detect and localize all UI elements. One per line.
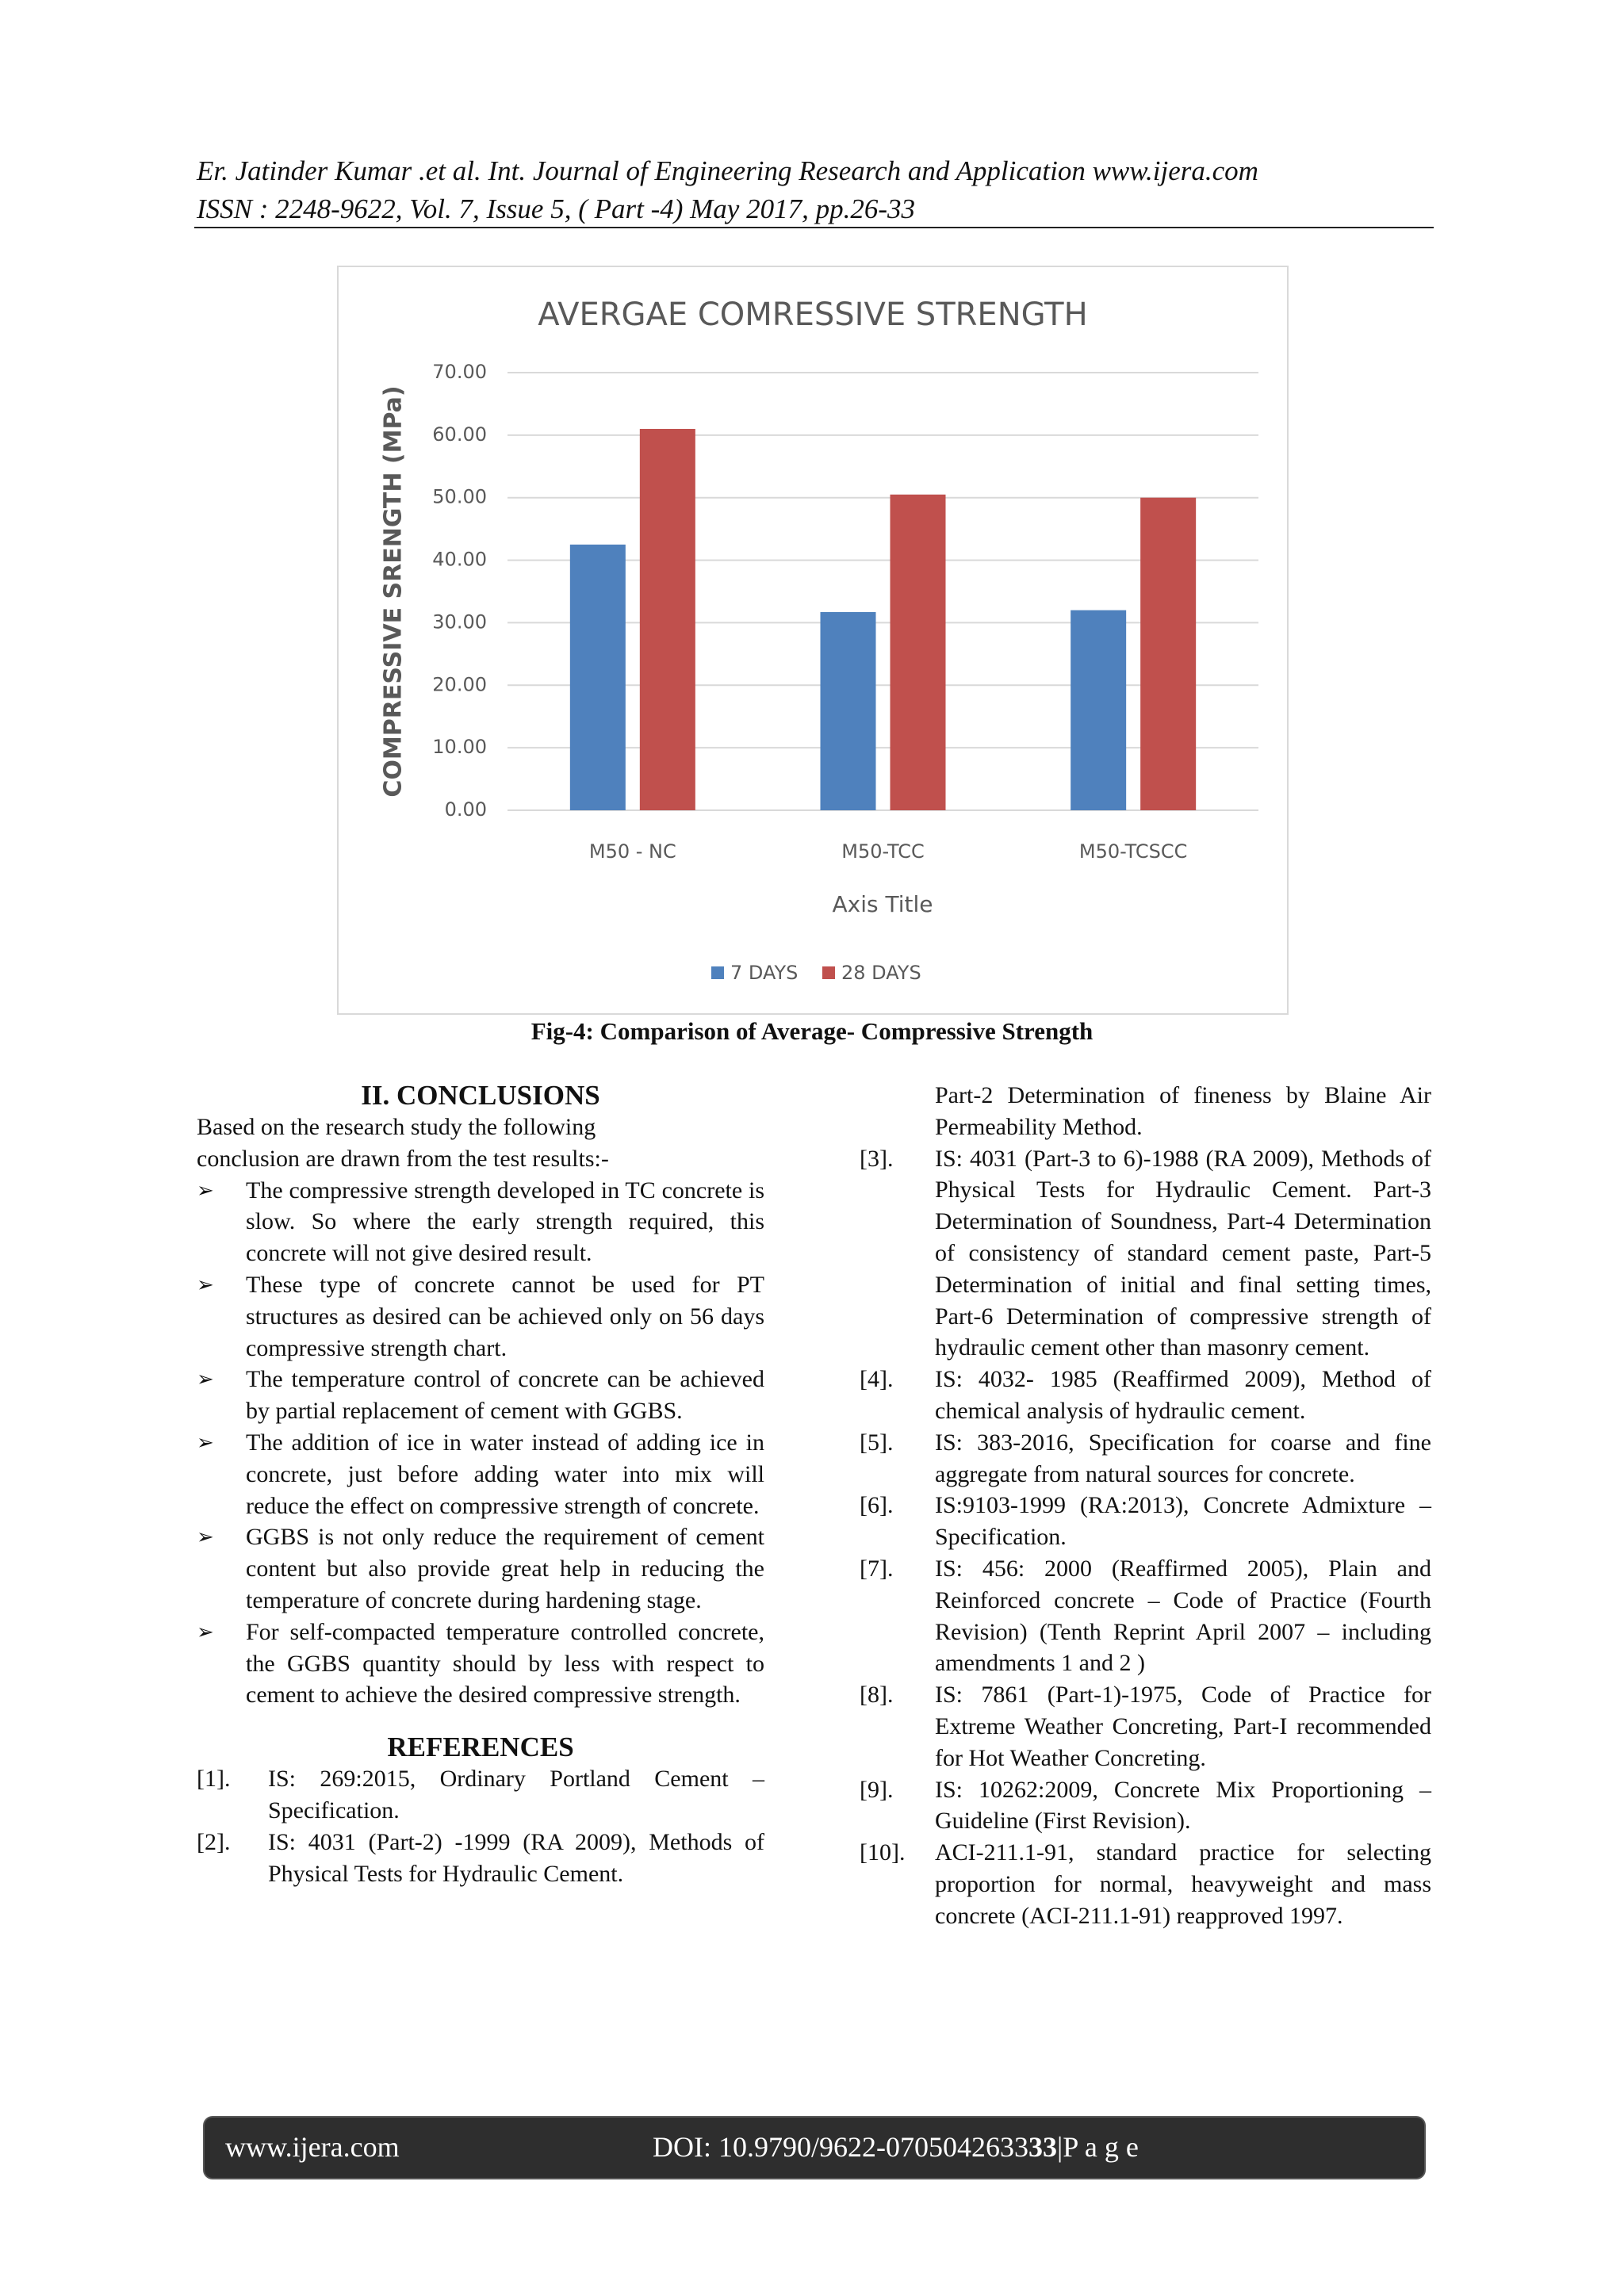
arrow-bullet-icon: ➢ xyxy=(197,1178,214,1202)
arrow-bullet-icon: ➢ xyxy=(197,1272,214,1296)
reference-item xyxy=(860,1679,1431,1774)
intro-line-1: Based on the research study the following xyxy=(197,1114,596,1140)
y-tick-label: 30.00 xyxy=(432,610,487,633)
reference-continuation: Part-2 Determination of fineness by Blaine Air Permeability Method. xyxy=(935,1082,1431,1140)
list-item xyxy=(197,1364,764,1427)
reference-text: IS: 10262:2009, Concrete Mix Proportioning – Guideline (First Revision). xyxy=(935,1776,1431,1835)
x-axis-title: Axis Title xyxy=(832,891,933,917)
doi-text: DOI: 10.9790/9622-0705042633 xyxy=(653,2131,1028,2163)
reference-item xyxy=(860,1837,1431,1931)
conclusions-intro xyxy=(197,1112,764,1175)
list-item xyxy=(197,1269,764,1364)
reference-item xyxy=(197,1827,764,1890)
right-column xyxy=(860,1080,1431,1932)
y-tick-label: 40.00 xyxy=(432,548,487,571)
reference-number: [2]. xyxy=(197,1828,231,1855)
chart-title: AVERGAE COMRESSIVE STRENGTH xyxy=(538,297,1088,333)
reference-text: IS: 456: 2000 (Reaffirmed 2005), Plain and Reinforced concrete – Code of Practice (Fourth Revision) (Tenth Reprint April 2007 – including amendments 1 and 2 ) xyxy=(935,1555,1431,1677)
reference-number: [3]. xyxy=(860,1145,894,1172)
y-tick-label: 10.00 xyxy=(432,736,487,759)
reference-number: [6]. xyxy=(860,1492,894,1519)
reference-text: IS: 7861 (Part-1)-1975, Code of Practice for Extreme Weather Concreting, Part-I recommended for Hot Weather Concreting. xyxy=(935,1682,1431,1771)
bullet-text: The compressive strength developed in TC concrete is slow. So where the early strength required, this concrete will not give desired result. xyxy=(246,1177,764,1267)
reference-number: [1]. xyxy=(197,1766,231,1793)
reference-text: ACI-211.1-91, standard practice for selecting proportion for normal, heavyweight and mass concrete (ACI-211.1-91) reapproved 1997. xyxy=(935,1839,1431,1929)
legend-swatch xyxy=(711,966,724,979)
list-item xyxy=(197,1175,764,1269)
bar-28-days xyxy=(891,495,946,810)
y-tick-label: 60.00 xyxy=(432,423,487,446)
reference-item xyxy=(197,1763,764,1827)
reference-number: [9]. xyxy=(860,1776,894,1803)
footer-doi xyxy=(653,2130,1139,2164)
footer-site-link[interactable]: www.ijera.com xyxy=(225,2131,400,2163)
arrow-bullet-icon: ➢ xyxy=(197,1430,214,1454)
header-line-1: Er. Jatinder Kumar .et al. Int. Journal of Engineering Research and Application www.ijera.com xyxy=(197,155,1258,186)
bar-7-days xyxy=(570,545,626,810)
bar-28-days xyxy=(1140,498,1196,810)
reference-number: [10]. xyxy=(860,1839,906,1866)
reference-item xyxy=(860,1143,1431,1364)
y-tick-label: 20.00 xyxy=(432,673,487,696)
reference-item xyxy=(860,1553,1431,1679)
header-line-2: ISSN : 2248-9622, Vol. 7, Issue 5, ( Part -4) May 2017, pp.26-33 xyxy=(197,193,916,224)
y-tick-label: 0.00 xyxy=(444,798,487,821)
reference-item xyxy=(860,1364,1431,1427)
conclusions-heading: II. CONCLUSIONS xyxy=(361,1080,600,1111)
chart-canvas xyxy=(339,267,1287,1013)
bullet-text: For self-compacted temperature controlled concrete, the GGBS quantity should by less with respect to cement to achieve the desired compressive strength. xyxy=(246,1618,764,1709)
conclusions-list xyxy=(197,1175,764,1712)
x-tick-label: M50-TCC xyxy=(841,840,925,863)
list-item xyxy=(197,1427,764,1521)
y-axis-title: COMPRESSIVE SRENGTH (MPa) xyxy=(379,385,408,798)
reference-number: [5]. xyxy=(860,1429,894,1456)
bar-chart xyxy=(337,266,1289,1015)
reference-text: IS: 4031 (Part-3 to 6)-1988 (RA 2009), Methods of Physical Tests for Hydraulic Cement. Part-3 Determination of Soundness, Part-4 Determination of consistency of standard cement paste, Part-5 Determination of initial and final setting times, Part-6 Determination of compressive strength of hydraulic cement other than masonry cement. xyxy=(935,1145,1431,1361)
reference-number: [8]. xyxy=(860,1682,894,1709)
page-footer xyxy=(205,2118,1424,2178)
reference-text: IS: 4032- 1985 (Reaffirmed 2009), Method of chemical analysis of hydraulic cement. xyxy=(935,1366,1431,1424)
reference-item xyxy=(860,1490,1431,1553)
arrow-bullet-icon: ➢ xyxy=(197,1368,214,1391)
bullet-text: These type of concrete cannot be used for PT structures as desired can be achieved only on 56 days compressive strength chart. xyxy=(246,1271,764,1361)
x-tick-label: M50-TCSCC xyxy=(1078,840,1188,863)
reference-item xyxy=(860,1774,1431,1838)
legend-label: 7 DAYS xyxy=(730,962,799,984)
intro-line-2: conclusion are drawn from the test results:- xyxy=(197,1145,609,1172)
reference-item xyxy=(860,1427,1431,1490)
list-item xyxy=(197,1617,764,1711)
bullet-text: The temperature control of concrete can be achieved by partial replacement of cement with GGBS. xyxy=(246,1366,764,1425)
y-tick-label: 70.00 xyxy=(432,361,487,383)
figure-caption: Fig-4: Comparison of Average- Compressive Strength xyxy=(530,1017,1094,1045)
x-tick-label: M50 - NC xyxy=(588,840,676,863)
left-column xyxy=(197,1080,764,1889)
page-number: 33 xyxy=(1028,2131,1057,2163)
reference-text: IS: 383-2016, Specification for coarse and fine aggregate from natural sources for concrete. xyxy=(935,1429,1431,1487)
y-tick-label: 50.00 xyxy=(432,485,487,508)
reference-text: IS: 269:2015, Ordinary Portland Cement – Specification. xyxy=(268,1766,764,1823)
reference-text: IS: 4031 (Part-2) -1999 (RA 2009), Methods of Physical Tests for Hydraulic Cement. xyxy=(268,1828,764,1887)
legend-swatch xyxy=(822,966,835,979)
bullet-text: GGBS is not only reduce the requirement of cement content but also provide great help in reducing the temperature of concrete during hardening stage. xyxy=(246,1524,764,1613)
legend-label: 28 DAYS xyxy=(841,962,921,984)
reference-number: [7]. xyxy=(860,1555,894,1582)
bar-7-days xyxy=(1071,610,1126,810)
bullet-text: The addition of ice in water instead of adding ice in concrete, just before adding water into mix will reduce the effect on compressive strength of concrete. xyxy=(246,1429,764,1519)
page-label: |P a g e xyxy=(1056,2131,1139,2163)
list-item xyxy=(197,1521,764,1616)
journal-header xyxy=(197,152,1434,228)
references-heading: REFERENCES xyxy=(387,1732,574,1763)
header-rule xyxy=(194,227,1434,228)
arrow-bullet-icon: ➢ xyxy=(197,1525,214,1549)
reference-number: [4]. xyxy=(860,1366,894,1393)
arrow-bullet-icon: ➢ xyxy=(197,1620,214,1644)
bar-28-days xyxy=(640,429,695,810)
bar-7-days xyxy=(821,612,876,810)
reference-text: IS:9103-1999 (RA:2013), Concrete Admixture – Specification. xyxy=(935,1492,1431,1551)
